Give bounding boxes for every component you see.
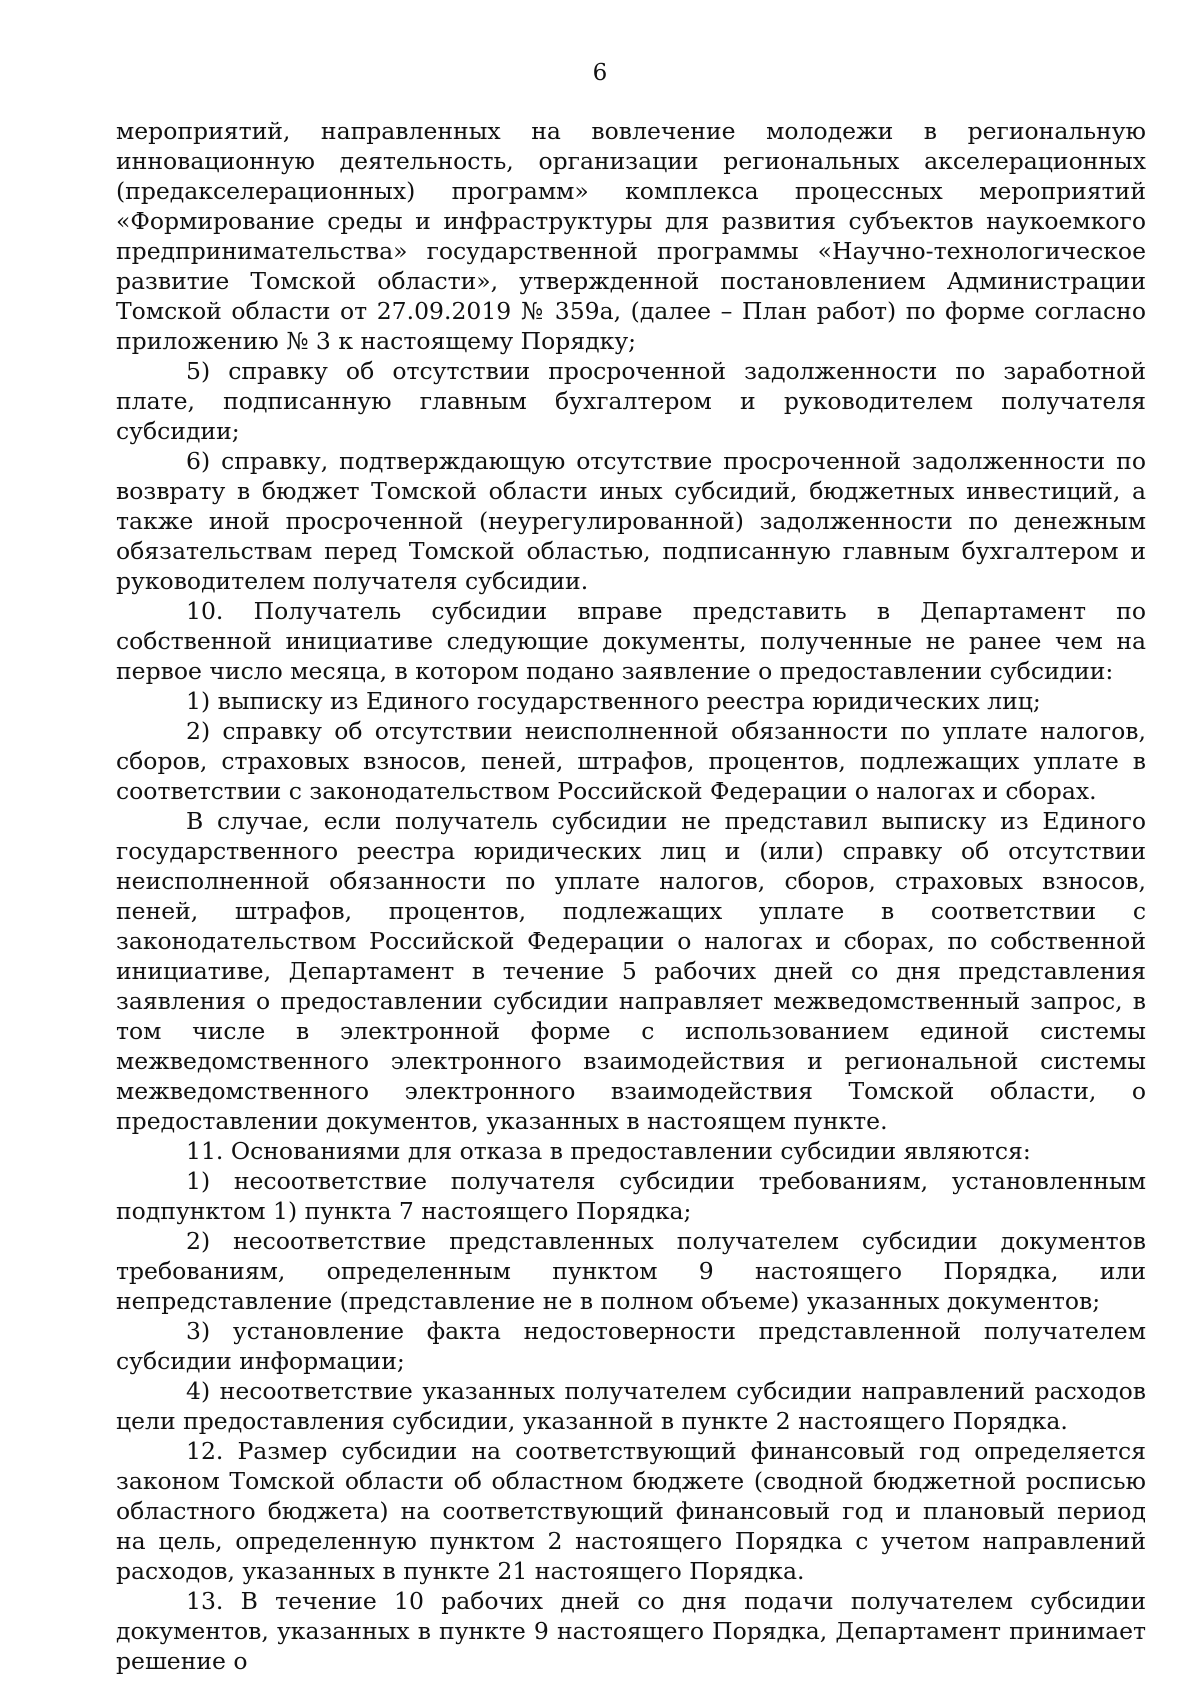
paragraph: мероприятий, направленных на вовлечение молодежи в региональную инновационную деятельность, организации региональных акселерационных (предакселерационных) программ» комплекса процессных мероприятий «Формирование среды и инфраструктуры для развития субъектов наукоемкого предпринимательства» государственной программы «Научно-технологическое развитие Томской области», утвержденной постановлением Администрации Томской области от 27.09.2019 № 359а, (далее – План работ) по форме согласно приложению № 3 к настоящему Порядку; [116,117,1146,355]
paragraph: 10. Получатель субсидии вправе представить в Департамент по собственной инициативе следующие документы, полученные не ранее чем на первое число месяца, в котором подано заявление о предоставлении субсидии: [116,597,1146,685]
paragraph: 2) справку об отсутствии неисполненной обязанности по уплате налогов, сборов, страховых взносов, пеней, штрафов, процентов, подлежащих уплате в соответствии с законодательством Российской Федерации о налогах и сборах. [116,717,1146,805]
paragraph: 1) несоответствие получателя субсидии требованиям, установленным подпунктом 1) пункта 7 настоящего Порядка; [116,1167,1146,1225]
paragraph: 4) несоответствие указанных получателем субсидии направлений расходов цели предоставления субсидии, указанной в пункте 2 настоящего Порядка. [116,1377,1146,1435]
paragraph: В случае, если получатель субсидии не представил выписку из Единого государственного реестра юридических лиц и (или) справку об отсутствии неисполненной обязанности по уплате налогов, сборов, страховых взносов, пеней, штрафов, процентов, подлежащих уплате в соответствии с законодательством Российской Федерации о налогах и сборах, по собственной инициативе, Департамент в течение 5 рабочих дней со дня представления заявления о предоставлении субсидии направляет межведомственный запрос, в том числе в электронной форме с использованием единой системы межведомственного электронного взаимодействия и региональной системы межведомственного электронного взаимодействия Томской области, о предоставлении документов, указанных в настоящем пункте. [116,807,1146,1135]
paragraph: 11. Основаниями для отказа в предоставлении субсидии являются: [186,1137,1031,1165]
paragraph: 12. Размер субсидии на соответствующий финансовый год определяется законом Томской области об областном бюджете (сводной бюджетной росписью областного бюджета) на соответствующий финансовый год и плановый период на цель, определенную пунктом 2 настоящего Порядка с учетом направлений расходов, указанных в пункте 21 настоящего Порядка. [116,1437,1146,1585]
document-body [116,116,1146,1676]
paragraph: 13. В течение 10 рабочих дней со дня подачи получателем субсидии документов, указанных в пункте 9 настоящего Порядка, Департамент принимает решение о [116,1587,1146,1675]
paragraph: 5) справку об отсутствии просроченной задолженности по заработной плате, подписанную главным бухгалтером и руководителем получателя субсидии; [116,357,1146,445]
paragraph: 6) справку, подтверждающую отсутствие просроченной задолженности по возврату в бюджет Томской области иных субсидий, бюджетных инвестиций, а также иной просроченной (неурегулированной) задолженности по денежным обязательствам перед Томской областью, подписанную главным бухгалтером и руководителем получателя субсидии. [116,447,1146,595]
page-number: 6 [592,60,608,86]
paragraph: 3) установление факта недостоверности представленной получателем субсидии информации; [116,1317,1146,1375]
paragraph: 1) выписку из Единого государственного реестра юридических лиц; [186,687,1041,715]
paragraph: 2) несоответствие представленных получателем субсидии документов требованиям, определенным пунктом 9 настоящего Порядка, или непредставление (представление не в полном объеме) указанных документов; [116,1227,1146,1315]
